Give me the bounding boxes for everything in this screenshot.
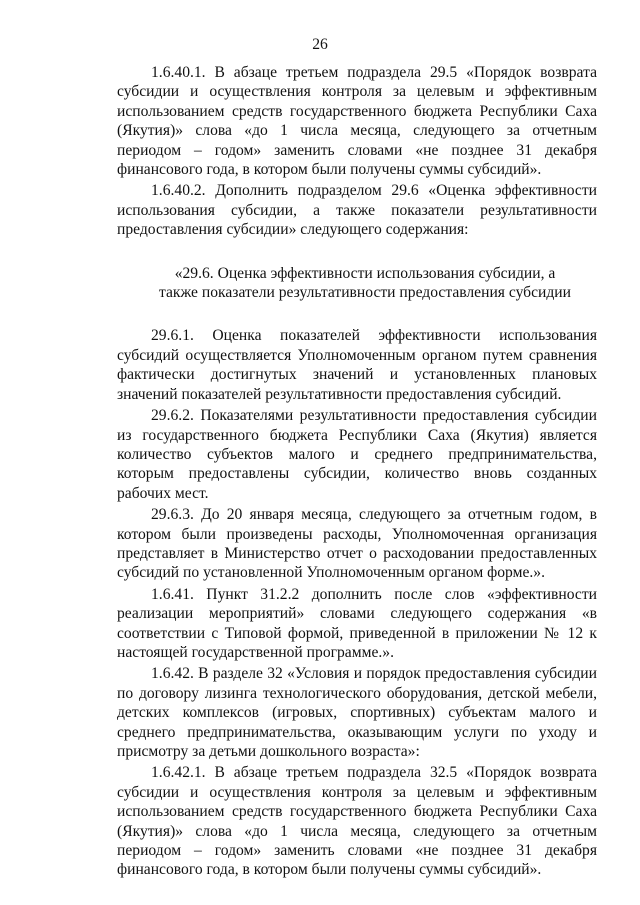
paragraph-1-6-42-1: 1.6.42.1. В абзаце третьем подраздела 32.5 «Порядок возврата субсидии и осуществления контроля за целевым и эффективным использованием средств государственного бюджета Республики Саха (Якутия)» слова «до 1 числа месяца, следующего за отчетным периодом – годом» заменить словами «не позднее 31 декабря финансового года, в котором были получены суммы субсидий». — [117, 764, 597, 879]
page-number: 26 — [312, 36, 328, 53]
paragraph-1-6-40-1: 1.6.40.1. В абзаце третьем подраздела 29.5 «Порядок возврата субсидии и осуществления контроля за целевым и эффективным использованием средств государственного бюджета Республики Саха (Якутия)» слова «до 1 числа месяца, следующего за отчетным периодом – годом» заменить словами «не позднее 31 декабря финансового года, в котором были получены суммы субсидий». — [117, 64, 597, 179]
document-body — [117, 63, 597, 880]
paragraph-29-6-2: 29.6.2. Показателями результативности предоставления субсидии из государственного бюджета Республики Саха (Якутия) является количество субъектов малого и среднего предпринимательства, которым предоставлены субсидии, количество вновь созданных рабочих мест. — [117, 407, 597, 502]
section-heading-29-6: «29.6. Оценка эффективности использования субсидии, а также показатели результативности предоставления субсидии — [158, 264, 571, 302]
paragraph-29-6-3: 29.6.3. До 20 января месяца, следующего за отчетным годом, в котором были произведены расходы, Уполномоченная организация представляет в Министерство отчет о расходовании предоставленных субсидий по установленной Уполномоченным органом форме.». — [117, 506, 597, 582]
paragraph-29-6-1: 29.6.1. Оценка показателей эффективности использования субсидий осуществляется Уполномоченным органом путем сравнения фактически достигнутых значений и установленных плановых значений показателей результативности предоставления субсидий. — [117, 327, 597, 403]
paragraph-1-6-42: 1.6.42. В разделе 32 «Условия и порядок предоставления субсидии по договору лизинга технологического оборудования, детской мебели, детских комплексов (игровых, спортивных) субъектам малого и среднего предпринимательства, оказывающим услуги по уходу и присмотру за детьми дошкольного возраста»: — [117, 665, 597, 760]
paragraph-1-6-40-2: 1.6.40.2. Дополнить подразделом 29.6 «Оценка эффективности использования субсидии, а также показатели результативности предоставления субсидии» следующего содержания: — [117, 182, 597, 239]
paragraph-1-6-41: 1.6.41. Пункт 31.2.2 дополнить после слов «эффективности реализации мероприятий» словами следующего содержания «в соответствии с Типовой формой, приведенной в приложении № 12 к настоящей государственной программе.». — [117, 585, 597, 661]
